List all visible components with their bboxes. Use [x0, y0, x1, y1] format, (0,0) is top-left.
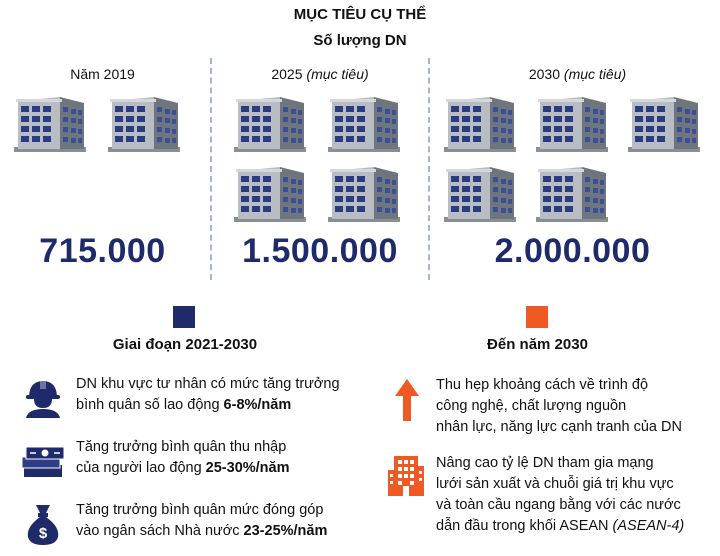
building-icon [12, 95, 88, 153]
list-item: Tăng trưởng bình quân mức đóng góp vào ngân sách Nhà nước 23-25%/năm [76, 502, 328, 539]
column-label-2025: 2025 (mục tiêu) [271, 66, 369, 82]
section-title-left: Giai đoạn 2021-2030 [112, 336, 258, 353]
building-icon [626, 95, 702, 153]
column-label-2019: Năm 2019 [70, 66, 135, 82]
value-2025: 1.500.000 [242, 232, 398, 270]
column-divider [210, 58, 212, 280]
orange-square-marker [526, 306, 548, 328]
value-2030: 2.000.000 [494, 232, 651, 270]
money-stack-icon [20, 443, 66, 479]
svg-text:$: $ [38, 525, 48, 542]
page-subtitle: Số lượng DN [313, 32, 407, 49]
building-icon [442, 165, 518, 223]
list-item: Nâng cao tỷ lệ DN tham gia mạng lưới sản xuất và chuỗi giá trị khu vực và toàn cầu ngang bằng với các nước dẫn đầu trong khối ASEAN (ASEAN-4) [436, 455, 685, 534]
building-icon [326, 95, 402, 153]
building-icon [326, 165, 402, 223]
column-divider [428, 58, 430, 280]
building-icon [232, 165, 308, 223]
column-label-2030: 2030 (mục tiêu) [528, 66, 627, 82]
section-title-right: Đến năm 2030 [487, 336, 588, 353]
arrow-up-icon [394, 378, 420, 422]
factory-building-icon [386, 454, 426, 498]
list-item: DN khu vực tư nhân có mức tăng trưởng bình quân số lao động 6-8%/năm [76, 376, 340, 413]
page-title: MỤC TIÊU CỤ THỂ [293, 6, 427, 23]
money-bag-icon [24, 503, 62, 547]
list-item: Tăng trưởng bình quân thu nhập của người lao động 25-30%/năm [76, 439, 290, 476]
worker-helmet-icon [22, 378, 64, 418]
building-icon [442, 95, 518, 153]
list-item: Thu hẹp khoảng cách về trình độ công nghệ, chất lượng nguồn nhân lực, năng lực cạnh tranh của DN [436, 377, 682, 435]
building-icon [534, 165, 610, 223]
building-icon [534, 95, 610, 153]
value-2019: 715.000 [39, 232, 166, 270]
navy-square-marker [173, 306, 195, 328]
building-icon [232, 95, 308, 153]
building-icon [106, 95, 182, 153]
